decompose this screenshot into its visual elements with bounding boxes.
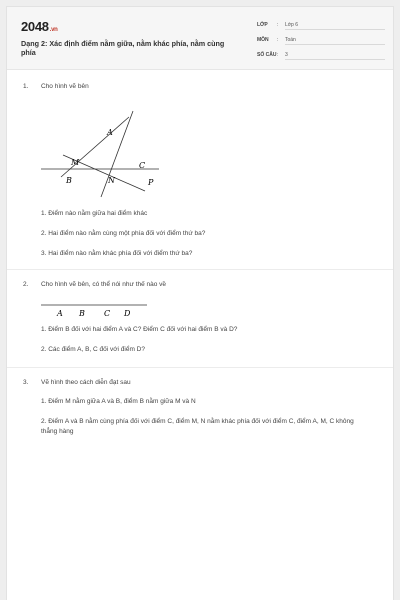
label-b: B [66,176,72,185]
meta-count [257,51,387,61]
logo-tld: .vn [49,27,58,33]
meta-value: 3 [285,51,385,60]
meta-label: LỚP [257,22,268,28]
question-text: Cho hình vẽ bên [41,83,89,90]
question-number: 2. [23,281,29,288]
label-m: M [71,158,80,167]
site-logo[interactable] [21,19,58,34]
worksheet-title: Dạng 2: Xác định điểm nằm giữa, nằm khác phía, nằm cùng phía [21,39,225,57]
label-b: B [79,309,85,318]
logo-text: 2048 [21,19,49,34]
divider [7,269,393,270]
meta-colon: : [277,22,279,28]
sub-question: 1. Điểm M nằm giữa A và B, điểm B nằm giữa M và N [41,398,196,405]
figure-lines-and-points [37,99,177,199]
question-number: 3. [23,379,29,386]
figure-points-on-line [37,297,157,323]
meta-subject [257,36,387,46]
sub-question: 2. Hai điểm nào nằm cùng một phía đối với điểm thứ ba? [41,230,206,237]
meta-colon: : [277,37,279,43]
meta-label: SỐ CÂU [257,52,277,58]
question-text: Vẽ hình theo cách diễn đạt sau [41,379,131,386]
label-c: C [104,309,111,318]
divider [7,367,393,368]
sub-question: 2. Điểm A và B nằm cùng phía đối với điểm C, điểm M, N nằm khác phía đối với điểm C, điểm A, M, C không thẳng hàng [41,418,354,435]
worksheet [6,6,394,600]
sub-question: 1. Điểm nào nằm giữa hai điểm khác [41,210,148,217]
meta-colon: : [277,52,279,58]
question-number: 1. [23,83,29,90]
label-a: A [107,128,113,137]
meta-label: MÔN [257,37,269,43]
label-p: P [148,178,154,187]
label-d: D [124,309,131,318]
meta-class [257,21,387,31]
sub-question: 2. Các điểm A, B, C đối với điểm D? [41,346,145,353]
sub-question: 1. Điểm B đối với hai điểm A và C? Điểm C đối với hai điểm B và D? [41,326,238,333]
meta-value: Toán [285,36,385,45]
label-a: A [57,309,63,318]
question-text: Cho hình vẽ bên, có thể nói như thế nào về [41,281,167,288]
label-c: C [139,161,146,170]
worksheet-header [7,7,393,70]
meta-value: Lớp 6 [285,21,385,30]
label-n: N [108,176,115,185]
line-ma [61,117,129,177]
sub-question: 3. Hai điểm nào nằm khác phía đối với điểm thứ ba? [41,250,193,257]
line-steep [101,111,133,197]
